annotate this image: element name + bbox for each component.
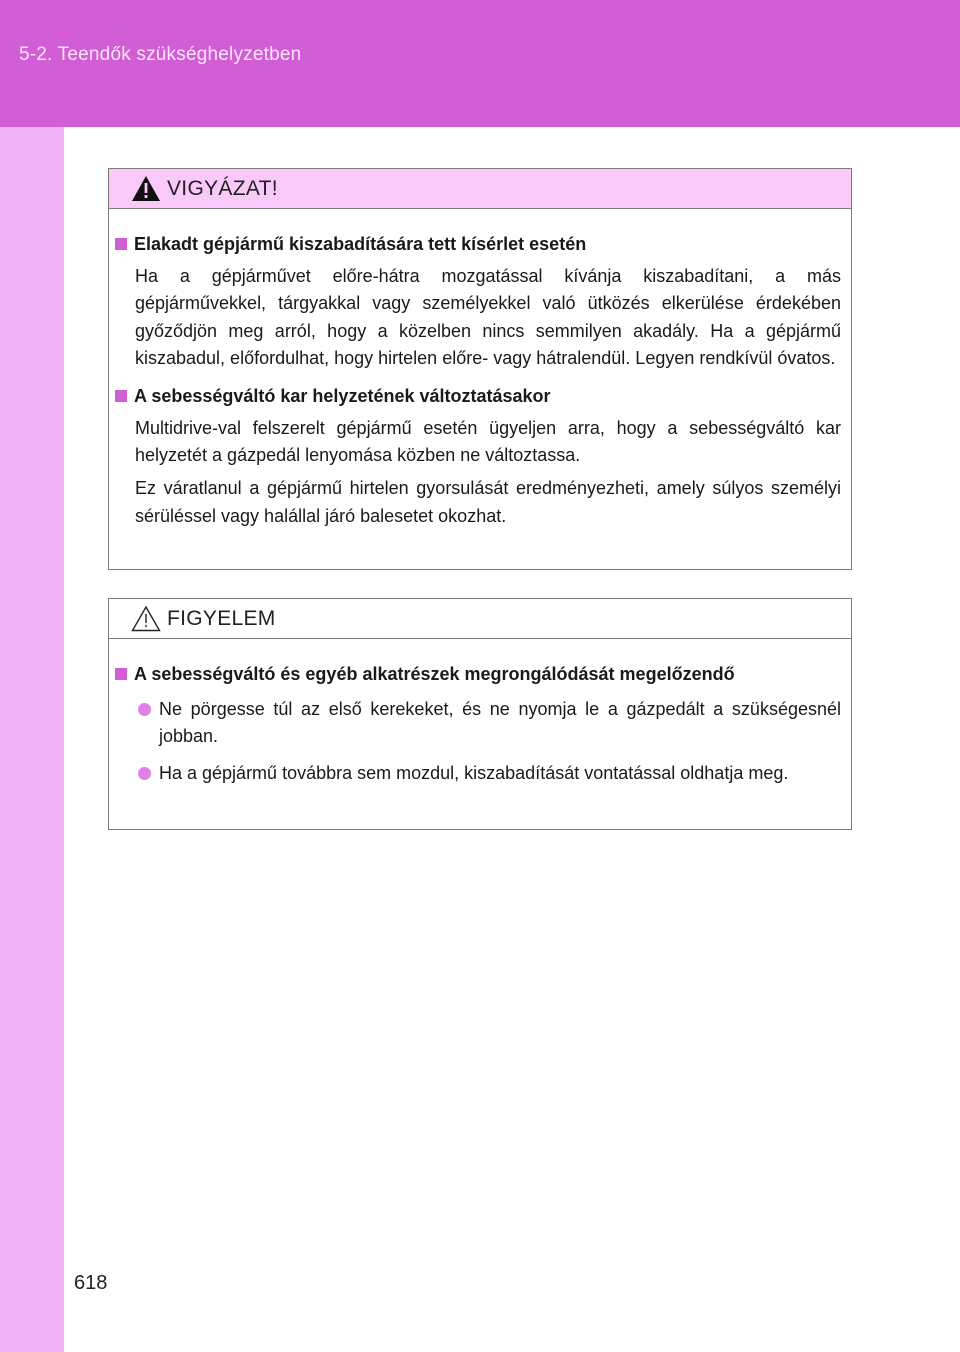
caution-box-header <box>109 169 851 209</box>
warning-triangle-filled-icon <box>131 175 161 202</box>
square-bullet-icon <box>115 238 127 250</box>
notice-heading: A sebességváltó és egyéb alkatrészek megrongálódását megelőzendő <box>115 661 841 687</box>
caution-box <box>108 168 852 570</box>
caution-heading-2: A sebességváltó kar helyzetének változtatásakor <box>115 383 841 409</box>
notice-bullet-2: Ha a gépjármű továbbra sem mozdul, kiszabadítását vontatással oldhatja meg. <box>137 760 841 787</box>
square-bullet-icon <box>115 668 127 680</box>
notice-body <box>109 639 851 787</box>
notice-box <box>108 598 852 830</box>
caution-heading-1: Elakadt gépjármű kiszabadítására tett kísérlet esetén <box>115 231 841 257</box>
caution-paragraph-3: Ez váratlanul a gépjármű hirtelen gyorsulását eredményezheti, amely súlyos személyi sérüléssel vagy halállal járó balesetet okozhat. <box>135 478 841 526</box>
side-color-strip <box>0 127 64 1352</box>
caution-body <box>109 209 851 530</box>
section-title: 5-2. Teendők szükséghelyzetben <box>19 44 302 65</box>
page-header <box>0 0 960 127</box>
warning-triangle-outline-icon <box>131 605 161 632</box>
square-bullet-icon <box>115 390 127 402</box>
round-bullet-icon <box>138 703 151 716</box>
page-number: 618 <box>74 1272 108 1294</box>
notice-title: FIGYELEM <box>167 607 276 630</box>
caution-title: VIGYÁZAT! <box>167 177 278 200</box>
notice-box-header <box>109 599 851 639</box>
caution-paragraph-2: Multidrive-val felszerelt gépjármű esetén ügyeljen arra, hogy a sebességváltó kar helyzetét a gázpedál lenyomása közben ne változtassa. <box>135 417 841 466</box>
caution-paragraph-1: Ha a gépjárművet előre-hátra mozgatással kívánja kiszabadítani, a más gépjárművekkel, tárgyakkal vagy személyekkel való ütközés elkerülése érdekében győződjön meg arról, hogy a közelben nincs semmilyen akadály. Ha a gépjármű kiszabadul, előfordulhat, hogy hirtelen előre- vagy hátralendül. Legyen rendkívül óvatos. <box>135 266 841 369</box>
notice-bullet-1: Ne pörgesse túl az első kerekeket, és ne nyomja le a gázpedált a szükségesnél jobban. <box>137 696 841 751</box>
round-bullet-icon <box>138 767 151 780</box>
